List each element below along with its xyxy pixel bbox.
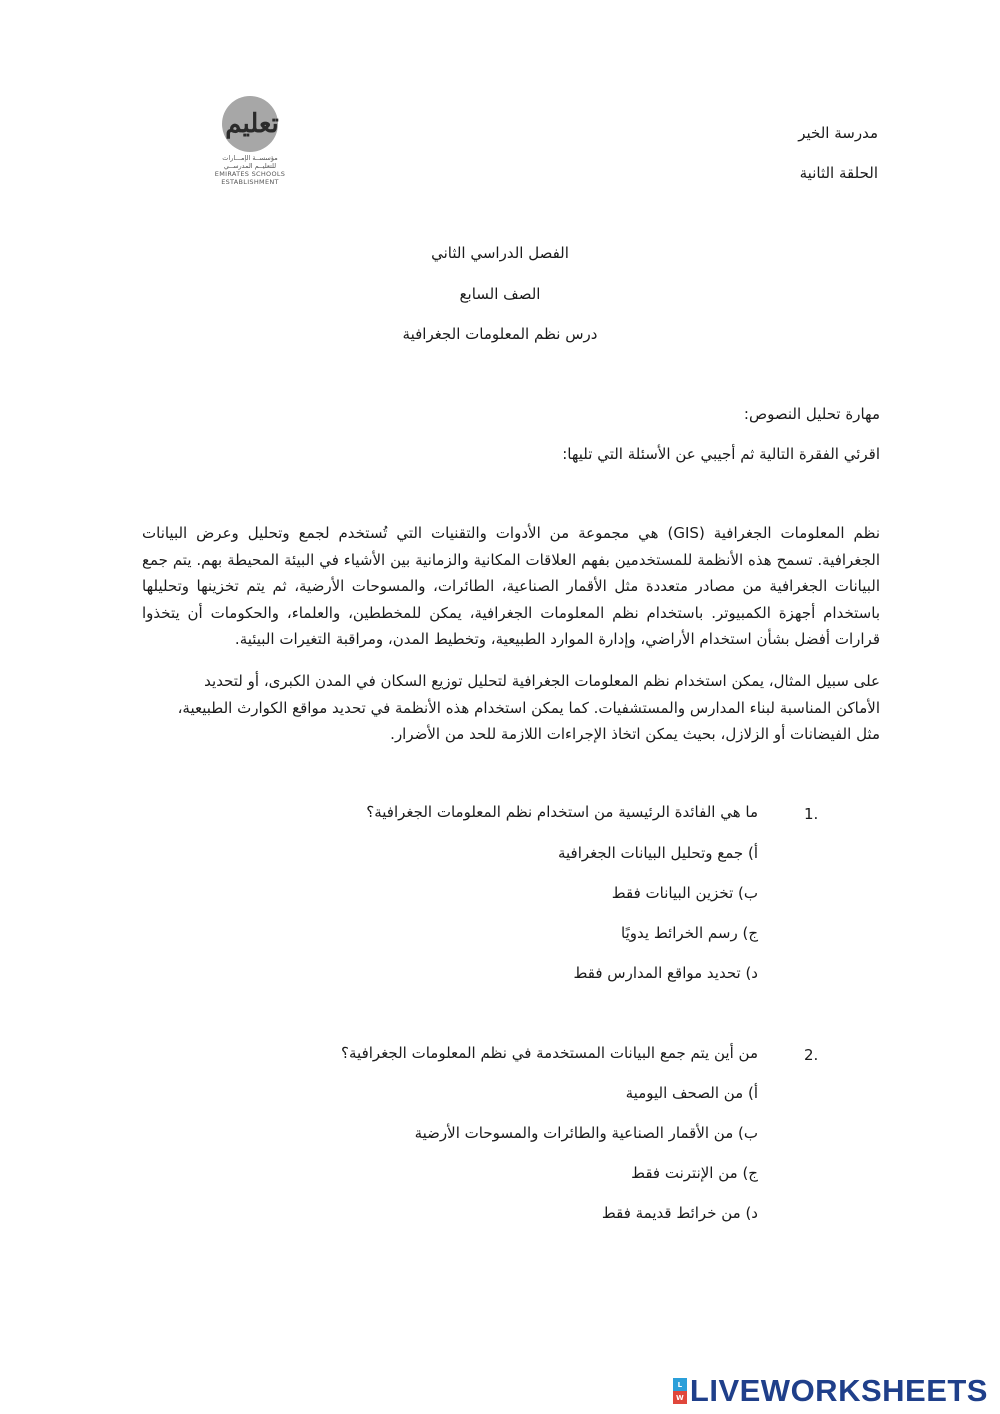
logo-subtitle-en-2: ESTABLISHMENT <box>221 178 279 186</box>
question-1-option-d[interactable]: د) تحديد مواقع المدارس فقط <box>573 964 758 982</box>
question-2-option-d[interactable]: د) من خرائط قديمة فقط <box>601 1204 758 1222</box>
logo-word: تعليم <box>225 109 279 139</box>
question-1-option-a[interactable]: أ) جمع وتحليل البيانات الجغرافية <box>557 844 758 862</box>
school-logo <box>200 96 300 200</box>
school-cycle: الحلقة الثانية <box>799 164 878 182</box>
school-name: مدرسة الخير <box>798 124 878 142</box>
question-2-number: 2. <box>804 1046 819 1064</box>
logo-subtitle-en-1: EMIRATES SCHOOLS <box>214 170 286 178</box>
logo-subtitle-ar-2: للتعليــم المدرســي <box>223 162 277 170</box>
question-2-text: من أين يتم جمع البيانات المستخدمة في نظم المعلومات الجغرافية؟ <box>341 1044 758 1062</box>
question-2-option-a[interactable]: أ) من الصحف اليومية <box>625 1084 758 1102</box>
liveworksheets-badge-icon <box>673 1378 687 1404</box>
passage-paragraph-1: نظم المعلومات الجغرافية (GIS) هي مجموعة من الأدوات والتقنيات التي تُستخدم لجمع وتحليل وعرض البيانات الجغرافية. تسمح هذه الأنظمة للمستخدمين بفهم العلاقات المكانية والزمانية بين الأشياء في البيئة المحيطة بهم. يتم جمع البيانات الجغرافية من مصادر متعددة مثل الأقمار الصناعية، الطائرات، والمسوحات الأرضية، ثم يتم تخزينها وتحليلها باستخدام أجهزة الكمبيوتر. باستخدام نظم المعلومات الجغرافية، يمكن للمخططين، والعلماء، والحكومات أن يتخذوا قرارات أفضل بشأن استخدام الأراضي، وإدارة الموارد الطبيعية، وتخطيط المدن، ومراقبة التغيرات البيئية. <box>142 524 880 648</box>
logo-subtitle-ar-1: مؤسســة الإمـــارات <box>222 154 278 162</box>
logo-subtitle <box>200 154 300 186</box>
liveworksheets-brand[interactable] <box>673 1374 988 1408</box>
skill-title: مهارة تحليل النصوص: <box>743 405 880 423</box>
brand-text: LIVEWORKSHEETS <box>689 1373 988 1408</box>
question-1-text: ما هي الفائدة الرئيسية من استخدام نظم المعلومات الجغرافية؟ <box>366 803 758 821</box>
question-1-option-c[interactable]: ج) رسم الخرائط يدويًا <box>621 924 758 942</box>
badge-letter-w: W <box>673 1391 687 1404</box>
question-2-option-c[interactable]: ج) من الإنترنت فقط <box>631 1164 758 1182</box>
grade-title: الصف السابع <box>459 285 541 303</box>
question-1-option-b[interactable]: ب) تخزين البيانات فقط <box>611 884 758 902</box>
skill-instruction: اقرئي الفقرة التالية ثم أجيبي عن الأسئلة التي تليها: <box>562 445 880 463</box>
question-2-option-b[interactable]: ب) من الأقمار الصناعية والطائرات والمسوحات الأرضية <box>414 1124 758 1142</box>
passage-paragraph-2: على سبيل المثال، يمكن استخدام نظم المعلومات الجغرافية لتحليل توزيع السكان في المدن الكبرى، أو لتحديد الأماكن المناسبة لبناء المدارس والمستشفيات. كما يمكن استخدام هذه الأنظمة في تحديد مواقع الكوارث الطبيعية، مثل الفيضانات أو الزلازل، بحيث يمكن اتخاذ الإجراءات اللازمة للحد من الأضرار. <box>177 672 880 743</box>
semester-title: الفصل الدراسي الثاني <box>431 244 569 262</box>
badge-letter-l: L <box>673 1378 687 1391</box>
lesson-title: درس نظم المعلومات الجغرافية <box>402 325 598 343</box>
question-1-number: 1. <box>804 805 819 823</box>
